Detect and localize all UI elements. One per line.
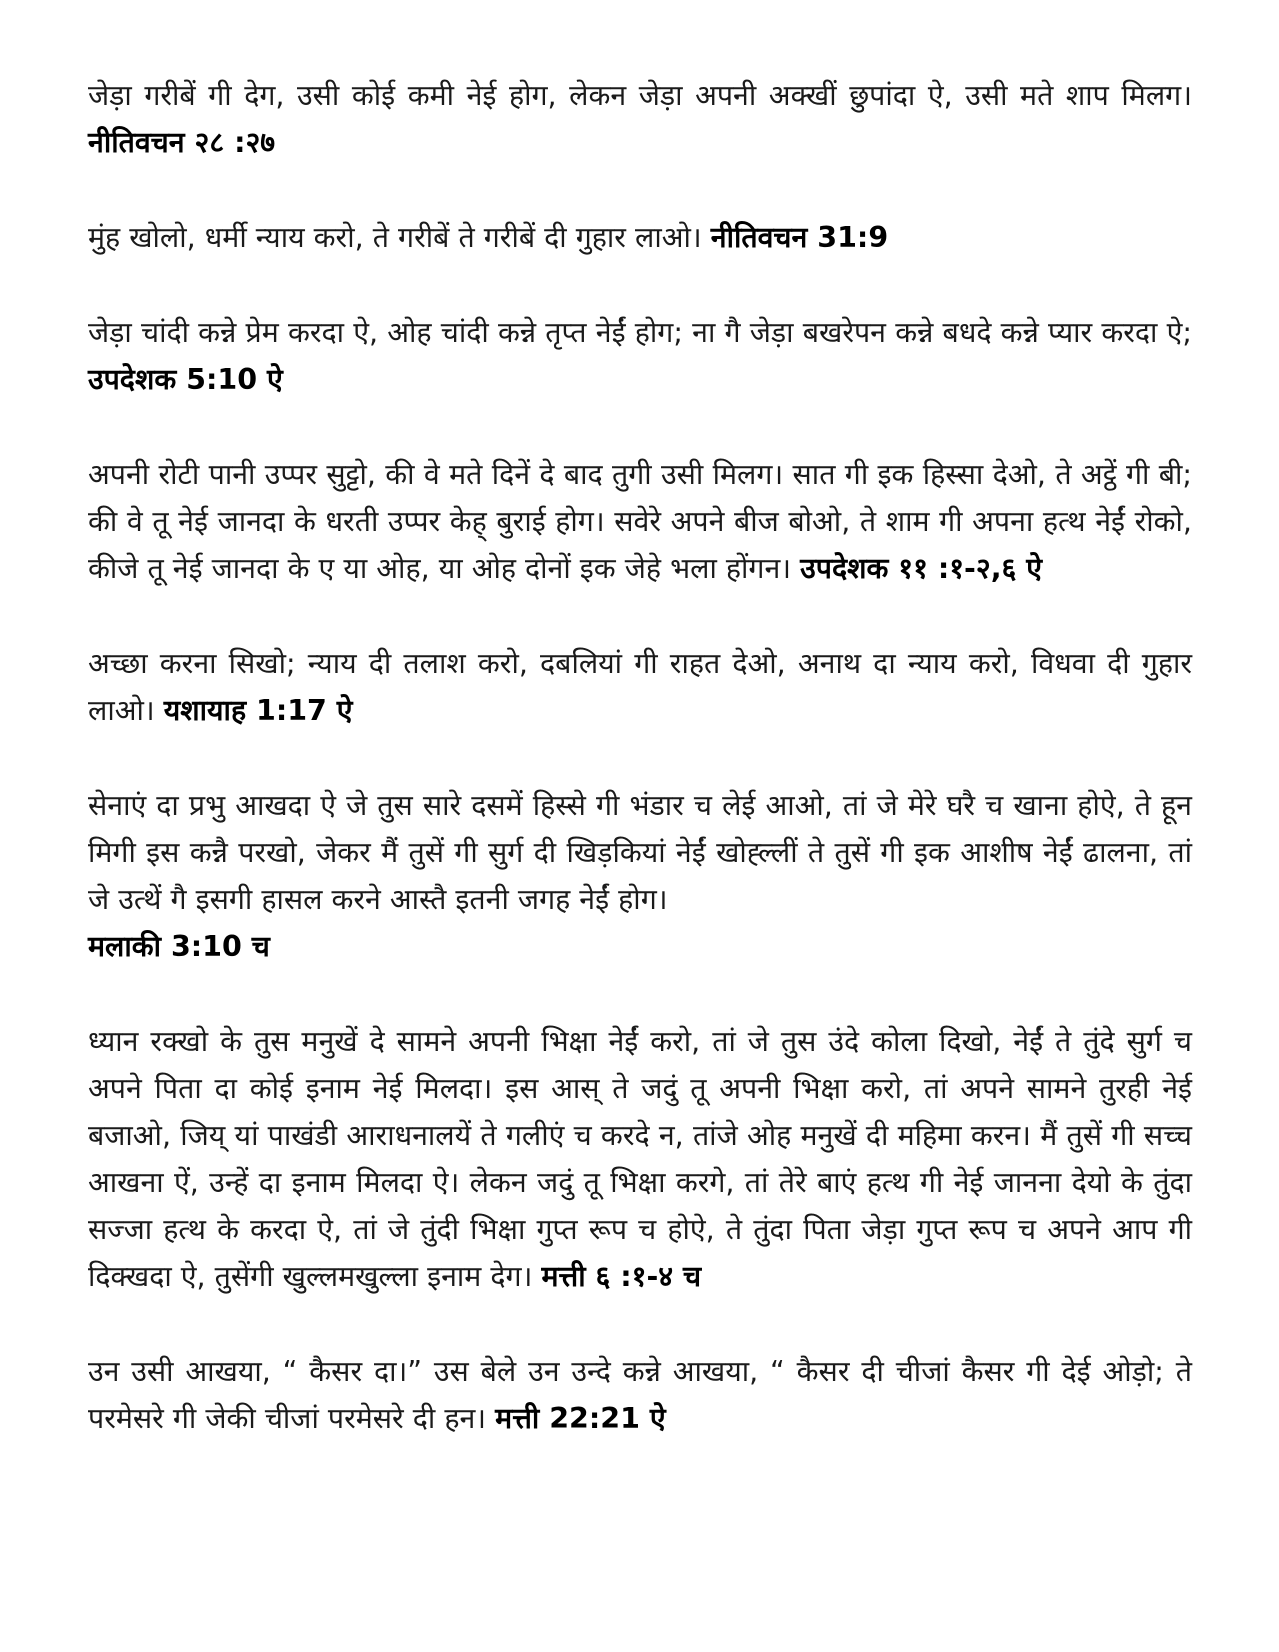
verse-paragraph bbox=[88, 72, 1192, 166]
verse-text: सेनाएं दा प्रभु आखदा ऐ जे तुस सारे दसमें हिस्से गी भंडार च लेई आओ, तां जे मेरे घरै च खाना होऐ, ते हून मिगी इस कन्नै परखो, जेकर मैं तुसें गी सुर्ग दी खिड़कियां नेईं खोह्ल्लीं ते तुसें गी इक आशीष नेईं ढालना, तां जे उत्थें गै इसगी हासल करने आस्तै इतनी जगह नेईं होग। bbox=[88, 789, 1192, 916]
verse-text: अच्छा करना सिखो; न्याय दी तलाश करो, दबलियां गी राहत देओ, अनाथ दा न्याय करो, विधवा दी गुहार लाओ। bbox=[88, 647, 1192, 727]
verse-reference: मत्ती ६ :१-४ च bbox=[541, 1260, 702, 1293]
verse-paragraph bbox=[88, 640, 1192, 734]
verse-reference: नीतिवचन 31:9 bbox=[710, 221, 889, 254]
verse-reference: मत्ती 22:21 ऐ bbox=[495, 1402, 666, 1435]
verse-paragraph bbox=[88, 782, 1192, 970]
verse-text: जेड़ा चांदी कन्ने प्रेम करदा ऐ, ओह चांदी कन्ने तृप्त नेईं होग; ना गै जेड़ा बखरेपन कन्ने बधदे कन्ने प्यार करदा ऐ; bbox=[88, 316, 1192, 349]
verse-paragraph bbox=[88, 214, 1192, 261]
verse-reference: उपदेशक ११ :१-२,६ ऐ bbox=[800, 552, 1043, 585]
verse-text: जेड़ा गरीबें गी देग, उसी कोई कमी नेई होग, लेकन जेड़ा अपनी अक्खीं छुपांदा ऐ, उसी मते शाप मिलग। bbox=[88, 79, 1192, 112]
verse-text: उन उसी आखया, “ कैसर दा।” उस बेले उन उन्दे कन्ने आखया, “ कैसर दी चीजां कैसर गी देई ओड़ो; ते परमेसरे गी जेकी चीजां परमेसरे दी हन। bbox=[88, 1355, 1192, 1435]
verse-reference: नीतिवचन २८ :२७ bbox=[88, 126, 276, 159]
verse-text: मुंह खोलो, धर्मी न्याय करो, ते गरीबें ते गरीबें दी गुहार लाओ। bbox=[88, 221, 702, 254]
verse-text: अपनी रोटी पानी उप्पर सुट्टो, की वे मते दिनें दे बाद तुगी उसी मिलग। सात गी इक हिस्सा देओ, ते अट्ठें गी बी; की वे तू नेई जानदा के धरती उप्पर केह् बुराई होग। सवेरे अपने बीज बोओ, ते शाम गी अपना हत्थ नेईं रोको, कीजे तू नेई जानदा के ए या ओह, या ओह दोनों इक जेहे भला होंगन। bbox=[88, 458, 1192, 585]
verse-paragraph bbox=[88, 1348, 1192, 1442]
verse-paragraph bbox=[88, 1018, 1192, 1300]
document-page bbox=[88, 72, 1192, 1490]
verse-text: ध्यान रक्खो के तुस मनुखें दे सामने अपनी भिक्षा नेईं करो, तां जे तुस उंदे कोला दिखो, नेईं ते तुंदे सुर्ग च अपने पिता दा कोई इनाम नेई मिलदा। इस आस् ते जदुं तू अपनी भिक्षा करो, तां अपने सामने तुरही नेई बजाओ, जिय् यां पाखंडी आराधनालयें ते गलीएं च करदे न, तांजे ओह मनुखें दी महिमा करन। मैं तुसें गी सच्च आखना ऐं, उन्हें दा इनाम मिलदा ऐ। लेकन जदुं तू भिक्षा करगे, तां तेरे बाएं हत्थ गी नेई जानना देयो के तुंदा सज्जा हत्थ के करदा ऐ, तां जे तुंदी भिक्षा गुप्त रूप च होऐ, ते तुंदा पिता जेड़ा गुप्त रूप च अपने आप गी दिक्खदा ऐ, तुसेंगी खुल्लमखुल्ला इनाम देग। bbox=[88, 1025, 1192, 1293]
verse-reference: यशायाह 1:17 ऐ bbox=[163, 694, 353, 727]
verse-reference: मलाकी 3:10 च bbox=[88, 930, 270, 963]
verse-paragraph bbox=[88, 451, 1192, 592]
verse-reference: उपदेशक 5:10 ऐ bbox=[88, 363, 283, 396]
verse-paragraph bbox=[88, 309, 1192, 403]
